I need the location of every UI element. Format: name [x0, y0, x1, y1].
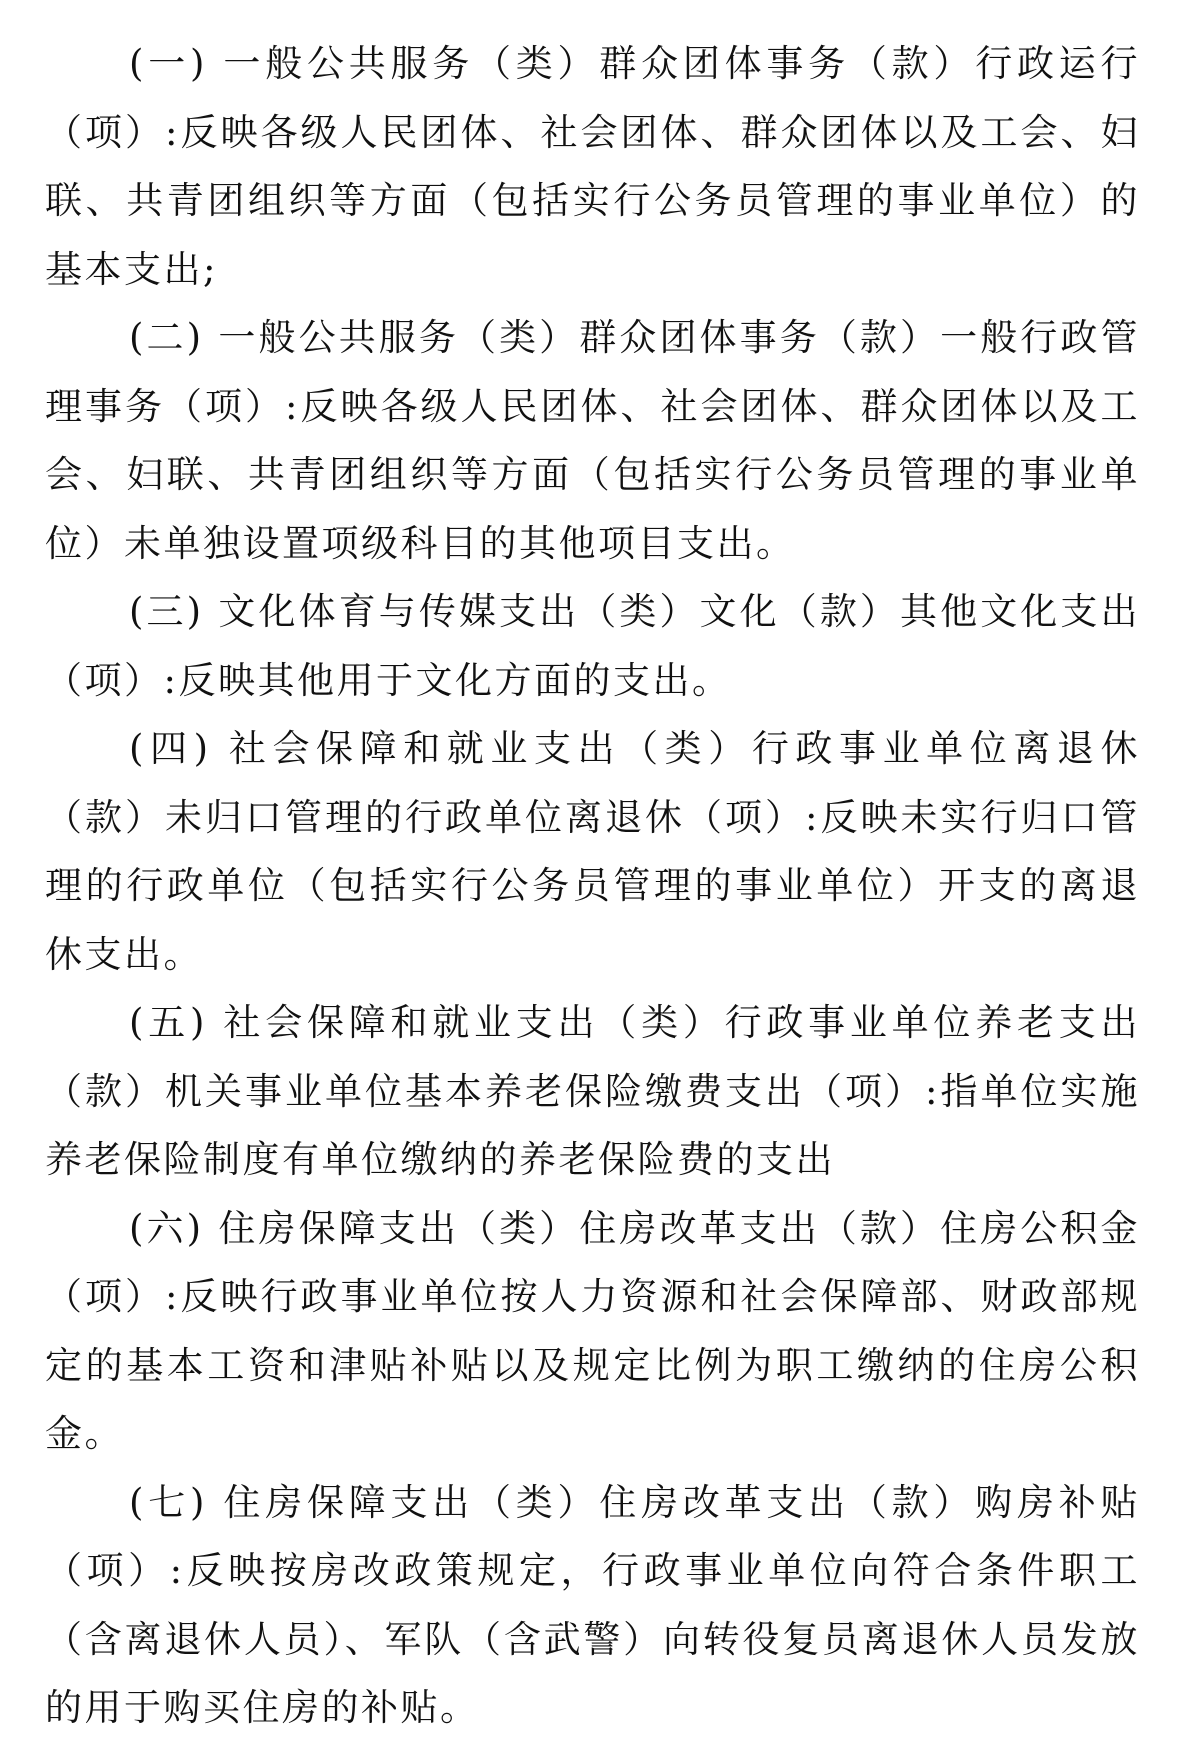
paragraph-heading: (四) 社会保障和就业支出（类）行政事业单位离退休（款）未归口管理的行政单位离退休（项）:	[45, 727, 1140, 839]
paragraph-6	[45, 1195, 1140, 1469]
paragraph-body: 反映按房改政策规定，行政事业单位向符合条件职工（含离退休人员）、军队（含武警）向转役复员离退休人员发放的用于购买住房的补贴。	[45, 1549, 1141, 1729]
paragraph-4	[45, 715, 1140, 989]
paragraph-heading: (五) 社会保障和就业支出（类）行政事业单位养老支出（款）机关事业单位基本养老保险缴费支出（项）:	[45, 1001, 1140, 1113]
paragraph-body: 反映各级人民团体、社会团体、群众团体以及工会、妇联、共青团组织等方面（包括实行公务员管理的事业单位）未单独设置项级科目的其他项目支出。	[45, 384, 1141, 565]
paragraph-5	[45, 989, 1140, 1195]
paragraph-heading: (三) 文化体育与传媒支出（类）文化（款）其他文化支出（项）:	[45, 590, 1140, 702]
paragraph-7	[45, 1469, 1140, 1743]
document-page	[45, 30, 1140, 1743]
paragraph-body: 反映其他用于文化方面的支出。	[178, 658, 732, 702]
paragraph-body: 反映行政事业单位按人力资源和社会保障部、财政部规定的基本工资和津贴补贴以及规定比例为职工缴纳的住房公积金。	[45, 1275, 1141, 1455]
paragraph-heading: (二) 一般公共服务（类）群众团体事务（款）一般行政管理事务（项）:	[45, 316, 1140, 428]
paragraph-body: 反映各级人民团体、社会团体、群众团体以及工会、妇联、共青团组织等方面（包括实行公务员管理的事业单位）的基本支出;	[45, 110, 1141, 291]
paragraph-heading: (七) 住房保障支出（类）住房改革支出（款）购房补贴（项）:	[45, 1480, 1140, 1592]
paragraph-2	[45, 304, 1140, 578]
paragraph-body: 指单位实施养老保险制度有单位缴纳的养老保险费的支出	[45, 1069, 1141, 1181]
paragraph-heading: (六) 住房保障支出（类）住房改革支出（款）住房公积金（项）:	[45, 1206, 1140, 1318]
paragraph-3	[45, 578, 1140, 715]
paragraph-body: 反映未实行归口管理的行政单位（包括实行公务员管理的事业单位）开支的离退休支出。	[45, 795, 1141, 976]
paragraph-heading: (一) 一般公共服务（类）群众团体事务（款）行政运行（项）:	[45, 42, 1140, 154]
paragraph-1	[45, 30, 1140, 304]
